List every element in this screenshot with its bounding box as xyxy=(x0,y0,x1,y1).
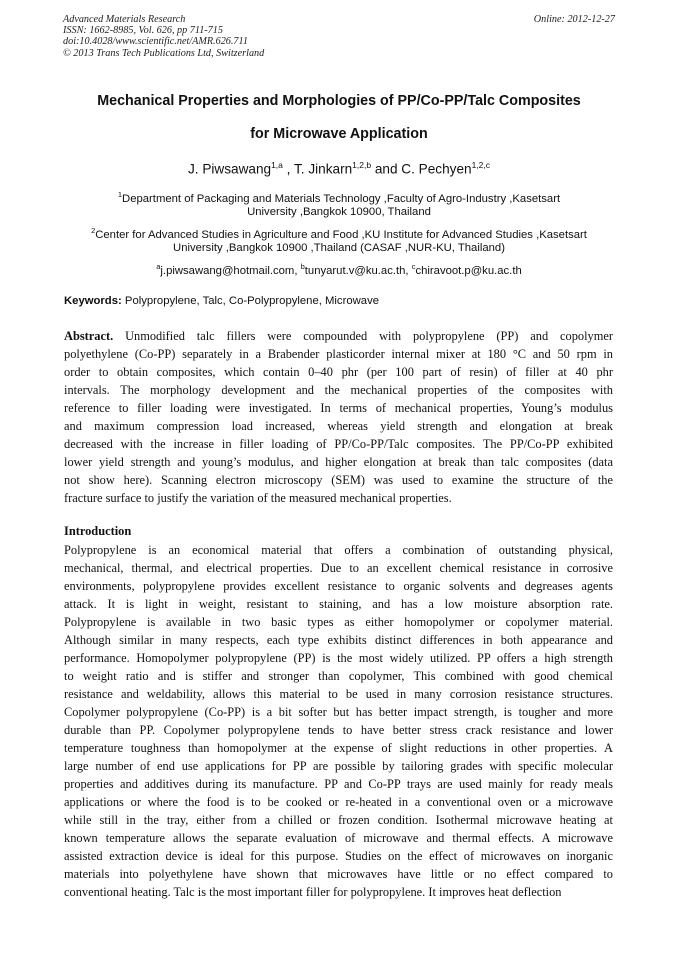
intro-text: to weight ratio and is stiffer and stronger than copolymer, This combined with good chemical xyxy=(64,669,613,683)
intro-line xyxy=(64,721,613,739)
author-2: , T. Jinkarn xyxy=(282,161,353,177)
intro-line xyxy=(64,703,613,721)
abstract-line xyxy=(64,471,613,489)
intro-line xyxy=(64,865,613,883)
abstract-text: fracture surface to justify the variation of the measured mechanical properties. xyxy=(64,491,452,505)
abstract-line xyxy=(64,327,613,345)
email-3: chiravoot.p@ku.ac.th xyxy=(415,264,522,277)
intro-line xyxy=(64,613,613,631)
intro-line xyxy=(64,829,613,847)
intro-text: performance. Homopolymer polypropylene (PP) is the most widely utilized. PP offers a high strength xyxy=(64,651,613,665)
paper-title-line-2: for Microwave Application xyxy=(250,126,428,142)
intro-line xyxy=(64,883,613,901)
intro-text: materials into polyethylene have shown that microwaves have little or no effect compared to xyxy=(64,867,613,881)
online-date: Online: 2012-12-27 xyxy=(533,14,615,25)
abstract-text: intervals. The morphology development and the mechanical properties of the composites with xyxy=(64,383,613,397)
journal-name: Advanced Materials Research xyxy=(63,14,186,25)
author-1: J. Piwsawang xyxy=(187,161,272,177)
keywords-text: Polypropylene, Talc, Co-Polypropylene, Microwave xyxy=(121,295,379,307)
intro-line xyxy=(64,667,613,685)
author-list xyxy=(40,160,638,177)
intro-text: attack. It is light in weight, resistant to staining, and has a low moisture absorption rate. xyxy=(64,597,613,611)
email-1-sup: a xyxy=(156,262,161,271)
abstract-line xyxy=(64,417,613,435)
intro-text: while still in the tray, either from a chilled or frozen condition. Isothermal microwave heating at xyxy=(64,813,613,827)
intro-text: applications or where the food is to be cooked or re-heated in a conventional oven or a microwave xyxy=(64,795,613,809)
issn-line: ISSN: 1662-8985, Vol. 626, pp 711-715 xyxy=(63,25,223,37)
affiliation-2-line-2: University ,Bangkok 10900 ,Thailand (CASAF ,NUR-KU, Thailand) xyxy=(173,242,505,254)
intro-line xyxy=(64,811,613,829)
intro-text: known temperature allows the separate evaluation of microwave and thermal effects. A microwave xyxy=(64,831,613,845)
abstract-line xyxy=(64,489,613,507)
keywords xyxy=(64,295,614,307)
intro-line xyxy=(64,847,613,865)
author-1-sup: 1,a xyxy=(271,160,283,170)
abstract-text: decreased with the increase in filler loading of PP/Co-PP/Talc composites. The PP/Co-PP exhibited xyxy=(64,437,613,451)
email-2-sup: b xyxy=(300,262,305,271)
email-2: tunyarut.v@ku.ac.th, xyxy=(304,264,412,277)
intro-text: resistance and weldability, allows this material to be used in many corrosion resistance structures. xyxy=(64,687,613,701)
abstract-line xyxy=(64,453,613,471)
intro-line xyxy=(64,649,613,667)
author-3: and C. Pechyen xyxy=(371,161,472,177)
abstract xyxy=(64,327,613,507)
introduction-body xyxy=(64,541,613,901)
intro-line xyxy=(64,577,613,595)
doi-line: doi:10.4028/www.scientific.net/AMR.626.711 xyxy=(63,36,248,48)
intro-text: Although similar in many respects, each type exhibits distinct differences in both appearance and xyxy=(64,633,613,647)
intro-text: large number of end use applications for PP are possible by tailoring grades with specific molecular xyxy=(64,759,613,773)
abstract-line xyxy=(64,399,613,417)
abstract-text: order to obtain composites, which contain 0–40 phr (per 100 part of resin) of filler at 40 phr xyxy=(64,365,613,379)
intro-text: Copolymer polypropylene (Co-PP) is a bit softer but has better impact strength, is tougher and more xyxy=(64,705,613,719)
intro-line xyxy=(64,757,613,775)
abstract-line xyxy=(64,381,613,399)
abstract-text: not show here). Scanning electron microscopy (SEM) was used to examine the structure of the xyxy=(64,473,613,487)
intro-text: environments, polypropylene provides excellent resistance to organic solvents and degreases agents xyxy=(64,579,613,593)
email-1: j.piwsawang@hotmail.com, xyxy=(160,264,301,277)
abstract-text: Unmodified talc fillers were compounded with polypropylene (PP) and copolymer xyxy=(113,329,613,343)
abstract-text: lower yield strength and young’s modulus, and higher elongation at break than talc composites (data xyxy=(64,455,613,469)
intro-text: assisted extraction device is ideal for this purpose. Studies on the effect of microwaves on inorganic xyxy=(64,849,613,863)
intro-text: Polypropylene is available in two basic types as either homopolymer or copolymer material. xyxy=(64,615,613,629)
abstract-text: polyethylene (Co-PP) separately in a Brabender plasticorder internal mixer at 180 °C and 50 rpm in xyxy=(64,347,613,361)
keywords-label: Keywords: xyxy=(64,295,122,307)
intro-text: conventional heating. Talc is the most important filler for polypropylene. It improves heat deflection xyxy=(64,885,562,899)
author-2-sup: 1,2,b xyxy=(352,160,372,170)
intro-line xyxy=(64,541,613,559)
abstract-text: and maximum compression load increased, whereas yield strength and elongation at break xyxy=(64,419,613,433)
intro-line xyxy=(64,739,613,757)
journal-header xyxy=(63,14,615,59)
intro-text: properties and additives during its manufacture. PP and Co-PP trays are used mainly for ready meals xyxy=(64,777,613,791)
abstract-text: reference to filler loading were investigated. In terms of mechanical properties, Young’s modulus xyxy=(64,401,613,415)
abstract-line xyxy=(64,435,613,453)
email-line xyxy=(40,258,638,280)
affiliation-1-sup: 1 xyxy=(117,190,123,199)
paper-title-line-1: Mechanical Properties and Morphologies of PP/Co-PP/Talc Composites xyxy=(97,93,581,109)
affiliation-1-line-1: Department of Packaging and Materials Technology ,Faculty of Agro-Industry ,Kasetsart xyxy=(122,192,561,205)
affiliation-2-sup: 2 xyxy=(91,226,96,235)
intro-text: temperature toughness than homopolymer at the expense of slight reductions in other properties. A xyxy=(64,741,613,755)
copyright-line: © 2013 Trans Tech Publications Ltd, Switzerland xyxy=(63,47,265,59)
intro-text: durable than PP. Copolymer polypropylene tends to have better stress crack resistance and lower xyxy=(64,723,613,737)
intro-line xyxy=(64,595,613,613)
intro-text: Polypropylene is an economical material that offers a combination of outstanding physical, xyxy=(64,543,613,557)
abstract-line xyxy=(64,345,613,363)
affiliation-1-line-2: University ,Bangkok 10900, Thailand xyxy=(247,206,431,218)
intro-text: mechanical, thermal, and electrical properties. Due to an excellent chemical resistance in corrosive xyxy=(64,561,613,575)
intro-line xyxy=(64,631,613,649)
intro-line xyxy=(64,685,613,703)
author-3-sup: 1,2,c xyxy=(471,160,491,170)
email-3-sup: c xyxy=(411,262,416,271)
intro-line xyxy=(64,559,613,577)
introduction-heading: Introduction xyxy=(64,524,132,538)
intro-line xyxy=(64,775,613,793)
abstract-line xyxy=(64,363,613,381)
intro-line xyxy=(64,793,613,811)
abstract-label: Abstract. xyxy=(64,329,114,343)
affiliation-2-line-1: Center for Advanced Studies in Agriculture and Food ,KU Institute for Advanced Studies ,Kasetsart xyxy=(95,228,587,241)
